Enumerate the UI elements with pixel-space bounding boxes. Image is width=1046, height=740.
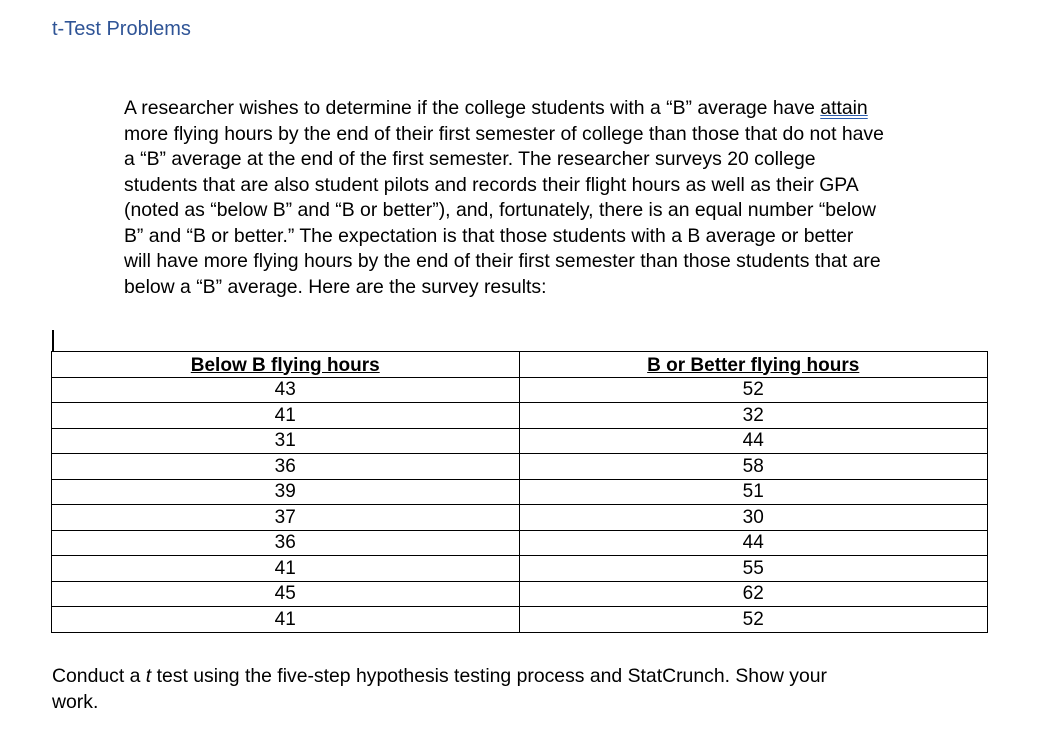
flying-hours-table xyxy=(51,351,988,633)
b-or-better-hours-cell: 32 xyxy=(519,403,988,429)
b-or-better-hours-cell: 44 xyxy=(519,530,988,556)
column-header-below-b: Below B flying hours xyxy=(52,352,520,378)
table-row xyxy=(52,428,988,454)
table-header-row xyxy=(52,352,988,378)
paragraph-line: will have more flying hours by the end of their first semester than those students that are xyxy=(124,250,881,272)
text-cursor xyxy=(52,330,54,352)
table-row xyxy=(52,403,988,429)
paragraph-line: A researcher wishes to determine if the college students with a “B” average have attain xyxy=(124,97,868,119)
paragraph-line: students that are also student pilots and records their flight hours as well as their GPA xyxy=(124,173,859,196)
b-or-better-hours-cell: 51 xyxy=(519,479,988,505)
paragraph-line: below a “B” average. Here are the survey results: xyxy=(124,275,547,298)
table-row xyxy=(52,454,988,480)
below-b-hours-cell: 41 xyxy=(52,556,520,582)
b-or-better-hours-cell: 30 xyxy=(519,505,988,531)
italic-t: t xyxy=(145,665,152,687)
paragraph-line: B” and “B or better.” The expectation is that those students with a B average or better xyxy=(124,224,854,247)
spellcheck-flagged-word[interactable]: attain xyxy=(820,97,868,119)
below-b-hours-cell: 36 xyxy=(52,530,520,556)
paragraph-line: a “B” average at the end of the first semester. The researcher surveys 20 college xyxy=(124,148,816,170)
instructions-text xyxy=(52,664,972,715)
b-or-better-hours-cell: 62 xyxy=(519,581,988,607)
below-b-hours-cell: 41 xyxy=(52,607,520,633)
table-body xyxy=(52,377,988,632)
paragraph-line: (noted as “below B” and “B or better”), and, fortunately, there is an equal number “below xyxy=(124,199,876,221)
below-b-hours-cell: 31 xyxy=(52,428,520,454)
below-b-hours-cell: 36 xyxy=(52,454,520,480)
table-row xyxy=(52,607,988,633)
table-row xyxy=(52,505,988,531)
paragraph-line: more flying hours by the end of their first semester of college than those that do not have xyxy=(124,122,884,145)
below-b-hours-cell: 45 xyxy=(52,581,520,607)
instructions-line: work. xyxy=(52,690,99,713)
column-header-b-or-better: B or Better flying hours xyxy=(519,352,988,378)
table-row xyxy=(52,479,988,505)
below-b-hours-cell: 43 xyxy=(52,377,520,403)
page-title: t-Test Problems xyxy=(52,18,191,40)
table-row xyxy=(52,377,988,403)
below-b-hours-cell: 39 xyxy=(52,479,520,505)
instructions-line: Conduct a t test using the five-step hypothesis testing process and StatCrunch. Show your xyxy=(52,665,827,687)
b-or-better-hours-cell: 55 xyxy=(519,556,988,582)
b-or-better-hours-cell: 58 xyxy=(519,454,988,480)
table-row xyxy=(52,556,988,582)
problem-paragraph xyxy=(124,96,994,300)
b-or-better-hours-cell: 44 xyxy=(519,428,988,454)
below-b-hours-cell: 37 xyxy=(52,505,520,531)
below-b-hours-cell: 41 xyxy=(52,403,520,429)
table-row xyxy=(52,530,988,556)
table-row xyxy=(52,581,988,607)
b-or-better-hours-cell: 52 xyxy=(519,607,988,633)
b-or-better-hours-cell: 52 xyxy=(519,377,988,403)
